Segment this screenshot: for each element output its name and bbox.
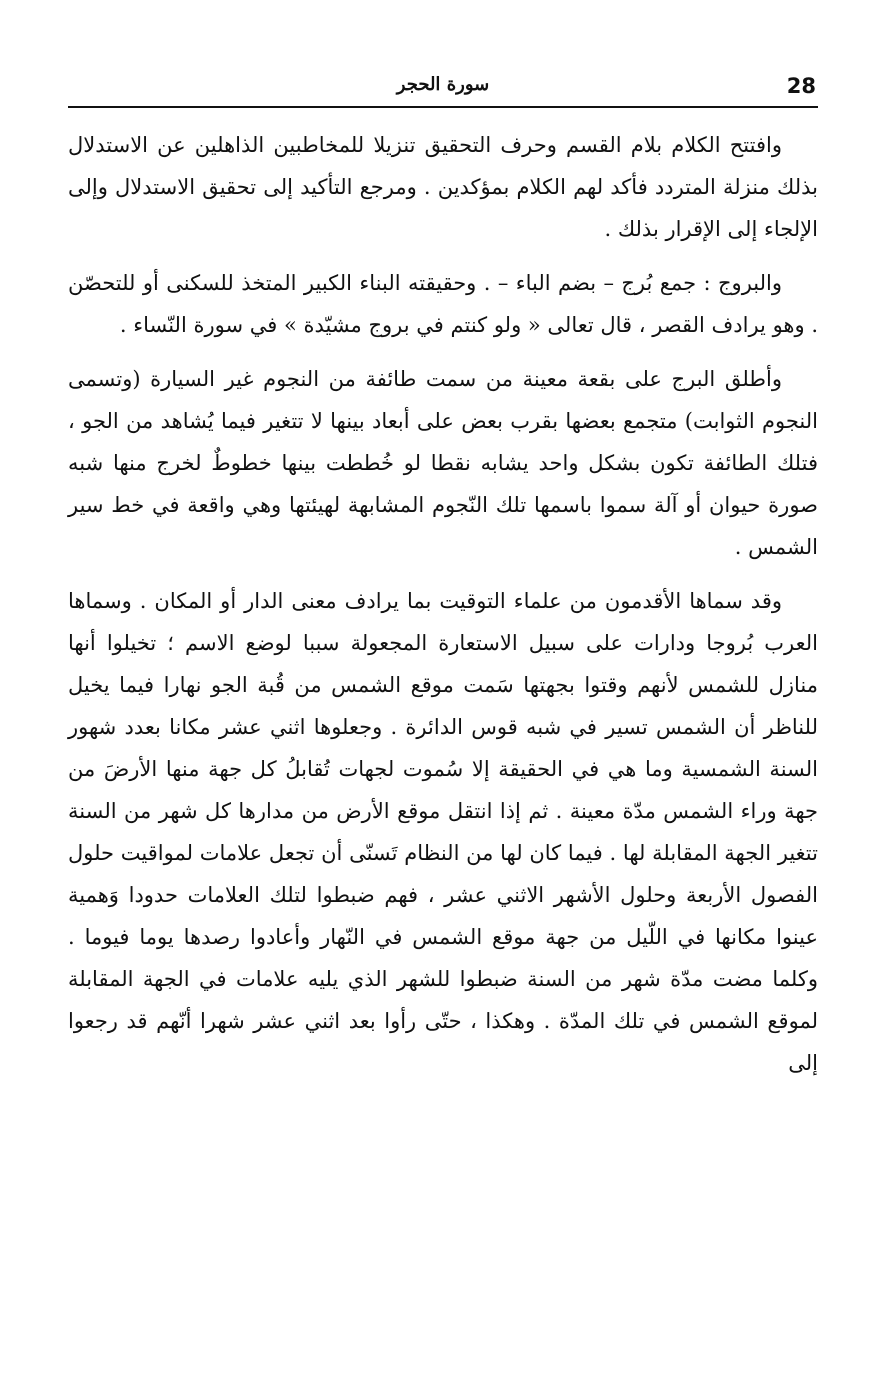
running-title: سورة الحجر [396,74,490,95]
header-rule [68,106,818,108]
paragraph-1: وافتتح الكلام بلام القسم وحرف التحقيق تنزيلا للمخاطبين الذاهلين عن الاستدلال بذلك منزلة المتردد فأكد لهم الكلام بمؤكدين . ومرجع التأكيد إلى تحقيق الاستدلال وإلى الإلجاء إلى الإقرار بذلك . [68,133,818,241]
page-header [68,70,818,104]
paragraph-2: والبروج : جمع بُرج – بضم الباء – . وحقيقته البناء الكبير المتخذ للسكنى أو للتحصّن . وهو يرادف القصر ، قال تعالى « ولو كنتم في بروج مشيّدة » في سورة النّساء . [68,271,818,337]
page-number: 28 [786,74,816,98]
paragraph-4: وقد سماها الأقدمون من علماء التوقيت بما يرادف معنى الدار أو المكان . وسماها العرب بُروجا ودارات على سبيل الاستعارة المجعولة سببا لوضع الاسم ؛ تخيلوا أنها منازل للشمس لأنهم وقتوا بجهتها سَمت موقع الشمس من قُبة الجو نهارا فيما يخيل للناظر أن الشمس تسير في شبه قوس الدائرة . وجعلوها اثني عشر مكانا بعدد شهور السنة الشمسية وما هي في الحقيقة إلا سُموت لجهات تُقابلُ كل جهة منها الأرضَ من جهة وراء الشمس مدّة معينة . ثم إذا انتقل موقع الأرض من مدارها كل شهر من السنة تتغير الجهة المقابلة لها . فيما كان لها من النظام تَسنّى أن تجعل علامات لمواقيت حلول الفصول الأربعة وحلول الأشهر الاثني عشر ، فهم ضبطوا لتلك العلامات حدودا وَهمية عينوا مكانها في اللّيل من جهة موقع الشمس في النّهار وأعادوا رصدها يوما فيوما . وكلما مضت مدّة شهر من السنة ضبطوا للشهر الذي يليه علامات في الجهة المقابلة لموقع الشمس في تلك المدّة . وهكذا ، حتّى رأوا بعد اثني عشر شهرا أنّهم قد رجعوا إلى [68,589,818,1075]
body-text [68,124,818,1096]
paragraph-3: وأطلق البرج على بقعة معينة من سمت طائفة من النجوم غير السيارة (وتسمى النجوم الثوابت) متجمع بعضها بقرب بعض على أبعاد بينها لا تتغير فيما يُشاهد من الجو ، فتلك الطائفة تكون بشكل واحد يشابه نقطا لو خُططت بينها خطوطٌ لخرج منها شبه صورة حيوان أو آلة سموا باسمها تلك النّجوم المشابهة لهيئتها وهي واقعة في خط سير الشمس . [68,367,818,559]
